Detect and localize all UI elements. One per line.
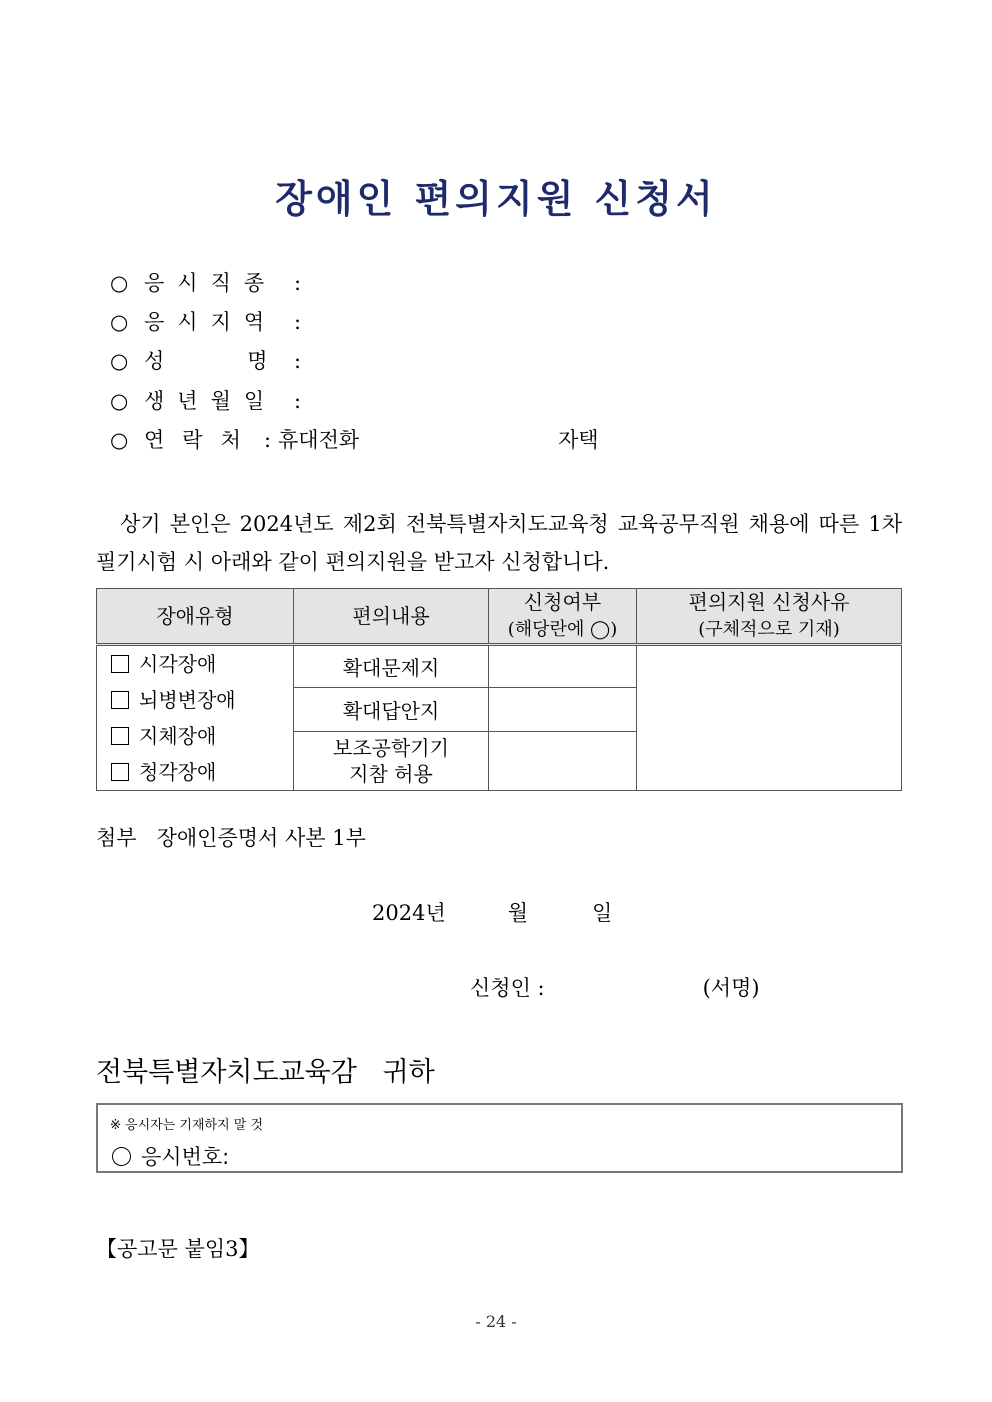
field-label: 성 명: [144, 349, 281, 373]
field-label: 생년월일: [144, 389, 278, 413]
exam-number-row: [112, 1141, 229, 1171]
checkbox-icon[interactable]: [111, 691, 129, 709]
colon: :: [264, 428, 272, 452]
disability-type-cell: [97, 645, 294, 791]
page-number: - 24 -: [475, 1312, 517, 1331]
signature-label: (서명): [702, 976, 760, 1000]
checkbox-hearing[interactable]: 청각장애: [111, 754, 293, 790]
colon: :: [294, 389, 302, 413]
header-support-content: 편의내용: [294, 589, 489, 645]
date-month: 월: [507, 901, 529, 925]
colon: :: [294, 349, 302, 373]
field-label: 응시지역: [144, 310, 278, 334]
reason-cell[interactable]: [637, 645, 902, 791]
colon: :: [294, 310, 302, 334]
checkbox-icon[interactable]: [111, 655, 129, 673]
field-birthdate: [110, 386, 314, 416]
office-note: ※ 응시자는 기재하지 말 것: [110, 1118, 264, 1133]
attachment-line: 첨부 장애인증명서 사본 1부: [96, 826, 366, 850]
field-contact: [110, 425, 599, 455]
support-item-assistive-device: 보조공학기기 지참 허용: [294, 731, 489, 790]
applicant-label: 신청인 :: [470, 976, 545, 1000]
support-item-large-question: 확대문제지: [294, 645, 489, 688]
mobile-label: 휴대전화: [278, 428, 360, 452]
document-title: 장애인 편의지원 신청서: [275, 176, 717, 221]
checkbox-visual[interactable]: 시각장애: [111, 646, 293, 682]
support-table: [96, 588, 902, 791]
bullet: ○: [110, 389, 129, 413]
checkbox-physical[interactable]: 지체장애: [111, 718, 293, 754]
checkbox-brain-lesion[interactable]: 뇌병변장애: [111, 682, 293, 718]
application-date: [372, 897, 612, 927]
request-cell[interactable]: [489, 645, 637, 688]
header-disability-type: 장애유형: [97, 589, 294, 645]
bullet: ○: [110, 271, 129, 295]
office-use-box: [96, 1103, 903, 1173]
checkbox-icon[interactable]: [111, 727, 129, 745]
support-item-large-answer: 확대답안지: [294, 688, 489, 731]
bullet: ○: [110, 428, 129, 452]
request-cell[interactable]: [489, 688, 637, 731]
exam-number-label: 응시번호:: [141, 1145, 230, 1169]
field-region: [110, 307, 314, 337]
circle-icon: [112, 1147, 131, 1166]
header-reason: 편의지원 신청사유 (구체적으로 기재): [637, 589, 902, 645]
request-cell[interactable]: [489, 731, 637, 790]
home-phone-label: 자택: [558, 428, 599, 452]
addressee: 전북특별자치도교육감 귀하: [96, 1057, 435, 1088]
field-job-type: [110, 268, 314, 298]
field-label: 응시직종: [144, 271, 278, 295]
checkbox-icon[interactable]: [111, 763, 129, 781]
bullet: ○: [110, 349, 129, 373]
colon: :: [294, 271, 302, 295]
date-day: 일: [592, 901, 613, 925]
field-name: [110, 346, 314, 376]
bullet: ○: [110, 310, 129, 334]
header-request: 신청여부 (해당란에 ◯): [489, 589, 637, 645]
applicant-line: [470, 972, 760, 1002]
field-label: 연락처: [144, 428, 259, 452]
application-statement: 상기 본인은 2024년도 제2회 전북특별자치도교육청 교육공무직원 채용에 따른 1차 필기시험 시 아래와 같이 편의지원을 받고자 신청합니다.: [96, 512, 902, 574]
date-year: 2024년: [372, 901, 446, 925]
notice-attachment-label: 【공고문 붙임3】: [96, 1237, 260, 1261]
